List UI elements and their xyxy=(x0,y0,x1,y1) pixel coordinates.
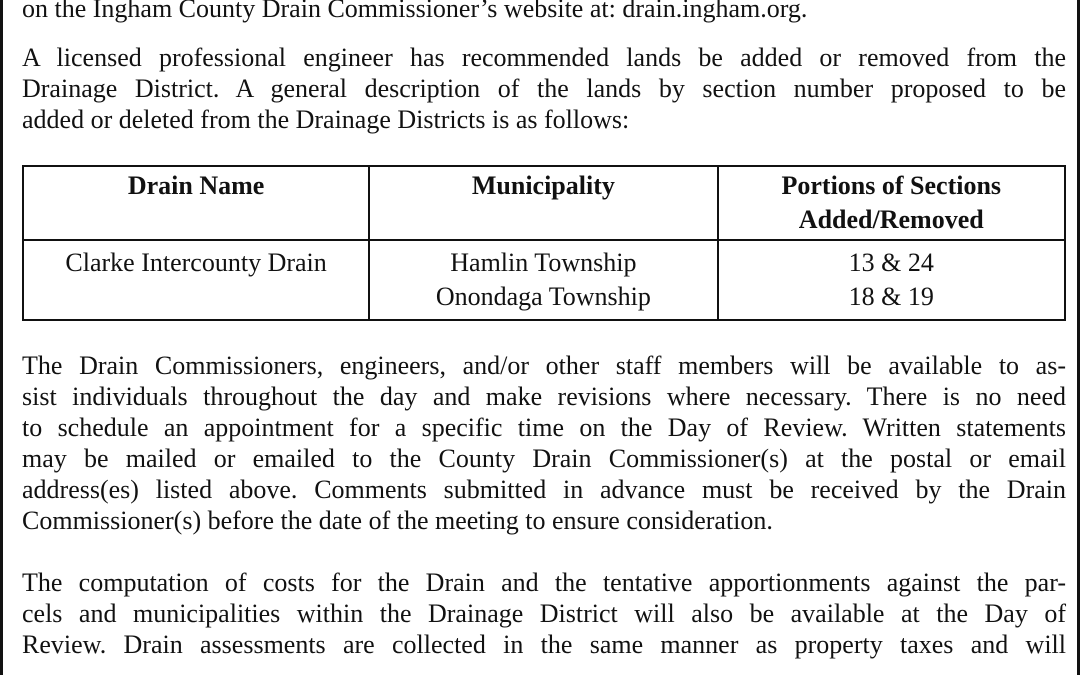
table-header-row xyxy=(23,166,1065,240)
text-line: cels and municipalities within the Drainage District will also be available at the Day of xyxy=(22,599,1066,628)
text-line: to schedule an appointment for a specific time on the Day of Review. Written statements xyxy=(22,413,1066,442)
text-line: address(es) listed above. Comments submitted in advance must be received by the Drain xyxy=(22,475,1066,504)
text-line: on the Ingham County Drain Commissioner’s website at: drain.ingham.org. xyxy=(22,0,808,23)
text-line: Commissioner(s) before the date of the meeting to ensure consideration. xyxy=(22,506,773,535)
cell-sections: 13 & 24 18 & 19 xyxy=(718,240,1065,320)
drain-table xyxy=(22,165,1066,321)
text-line: The Drain Commissioners, engineers, and/or other staff members will be available to as- xyxy=(22,351,1066,380)
text-line: sist individuals throughout the day and make revisions where necessary. There is no need xyxy=(22,382,1066,411)
header-drain-name: Drain Name xyxy=(23,166,369,240)
text-line: The computation of costs for the Drain and the tentative apportionments against the par- xyxy=(22,568,1066,597)
text-line: may be mailed or emailed to the County Drain Commissioner(s) at the postal or email xyxy=(22,444,1066,473)
text-line: added or deleted from the Drainage Districts is as follows: xyxy=(22,105,630,134)
costs-paragraph xyxy=(22,567,1066,660)
text-line: Review. Drain assessments are collected in the same manner as property taxes and will xyxy=(22,630,1066,659)
engineer-paragraph xyxy=(22,42,1066,135)
header-municipality: Municipality xyxy=(369,166,717,240)
website-line xyxy=(22,0,1066,24)
text-line: Drainage District. A general description of the lands by section number proposed to be xyxy=(22,74,1066,103)
header-portions: Portions of Sections Added/Removed xyxy=(718,166,1065,240)
text-line: A licensed professional engineer has recommended lands be added or removed from the xyxy=(22,43,1066,72)
cell-municipality: Hamlin Township Onondaga Township xyxy=(369,240,717,320)
cell-drain-name: Clarke Intercounty Drain xyxy=(23,240,369,320)
table-row xyxy=(23,240,1065,320)
staff-paragraph xyxy=(22,350,1066,536)
